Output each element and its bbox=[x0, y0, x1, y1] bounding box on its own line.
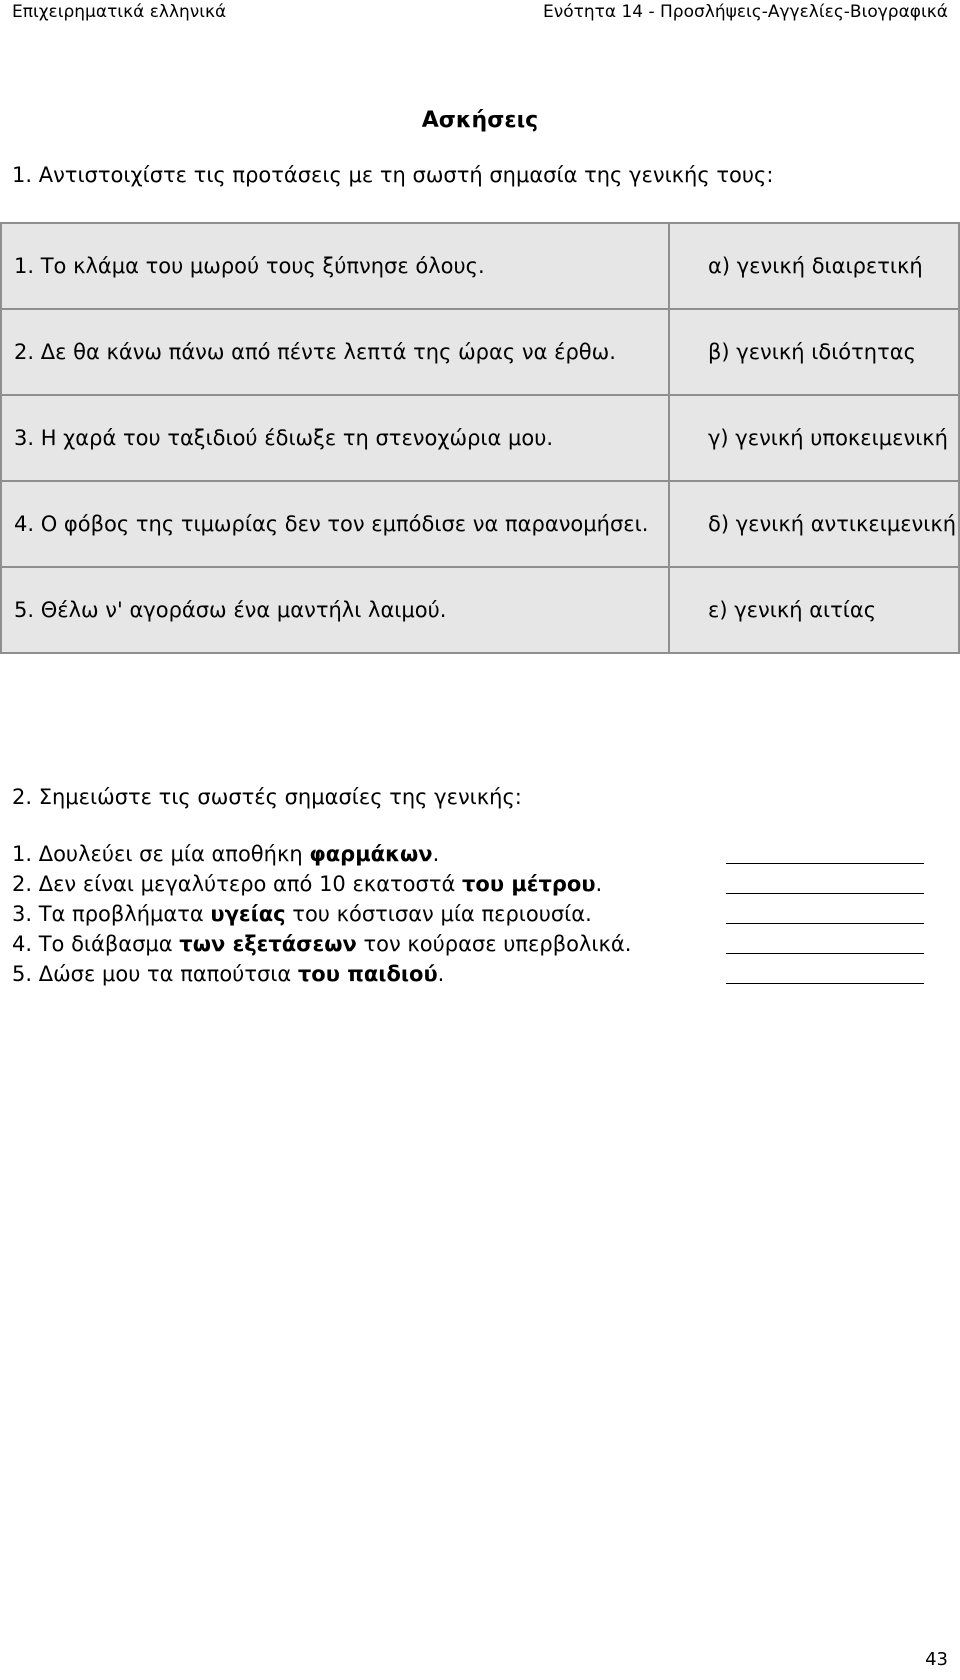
sentence-cell: 4. Ο φόβος της τιμωρίας δεν τον εμπόδισε να παρανομήσει. bbox=[1, 481, 669, 567]
list-item bbox=[12, 899, 952, 929]
sentence-cell: 2. Δε θα κάνω πάνω από πέντε λεπτά της ώρας να έρθω. bbox=[1, 309, 669, 395]
sentence-cell: 1. Το κλάμα του μωρού τους ξύπνησε όλους. bbox=[1, 223, 669, 309]
page-title: Ασκήσεις bbox=[421, 108, 539, 133]
meaning-cell: ε) γενική αιτίας bbox=[669, 567, 959, 653]
answer-blank[interactable] bbox=[726, 893, 924, 894]
item-text: του κόστισαν μία περιουσία. bbox=[285, 902, 592, 926]
item-bold-text: φαρμάκων bbox=[309, 842, 433, 866]
item-text: . bbox=[432, 842, 440, 866]
exercise2-list bbox=[12, 839, 952, 989]
item-bold-text: υγείας bbox=[210, 902, 286, 926]
list-item bbox=[12, 959, 952, 989]
item-bold-text: του μέτρου bbox=[462, 872, 596, 896]
sentence-cell: 3. Η χαρά του ταξιδιού έδιωξε τη στενοχώρια μου. bbox=[1, 395, 669, 481]
answer-blank[interactable] bbox=[726, 953, 924, 954]
matching-table bbox=[0, 222, 960, 654]
item-text: 3. Τα προβλήματα bbox=[12, 902, 211, 926]
item-text: τον κούρασε υπερβολικά. bbox=[356, 932, 632, 956]
answer-blank[interactable] bbox=[726, 983, 924, 984]
sentence-cell: 5. Θέλω ν' αγοράσω ένα μαντήλι λαιμού. bbox=[1, 567, 669, 653]
item-text: . bbox=[437, 962, 445, 986]
item-text: 5. Δώσε μου τα παπούτσια bbox=[12, 962, 298, 986]
list-item bbox=[12, 869, 952, 899]
item-bold-text: των εξετάσεων bbox=[179, 932, 357, 956]
item-text: 1. Δουλεύει σε μία αποθήκη bbox=[12, 842, 310, 866]
list-item bbox=[12, 929, 952, 959]
table-row bbox=[1, 395, 959, 481]
table-row bbox=[1, 309, 959, 395]
item-text: 4. Το διάβασμα bbox=[12, 932, 180, 956]
meaning-cell: δ) γενική αντικειμενική bbox=[669, 481, 959, 567]
item-bold-text: του παιδιού bbox=[297, 962, 438, 986]
meaning-cell: γ) γενική υποκειμενική bbox=[669, 395, 959, 481]
answer-blank[interactable] bbox=[726, 863, 924, 864]
item-text: 2. Δεν είναι μεγαλύτερο από 10 εκατοστά bbox=[12, 872, 462, 896]
table-row bbox=[1, 223, 959, 309]
table-row bbox=[1, 567, 959, 653]
page-number: 43 bbox=[925, 1649, 948, 1670]
list-item bbox=[12, 839, 952, 869]
header-right: Ενότητα 14 - Προσλήψεις-Αγγελίες-Βιογραφικά bbox=[542, 2, 948, 22]
item-text: . bbox=[595, 872, 603, 896]
header-left: Επιχειρηματικά ελληνικά bbox=[12, 2, 227, 22]
answer-blank[interactable] bbox=[726, 923, 924, 924]
exercise1-instruction: 1. Αντιστοιχίστε τις προτάσεις με τη σωστή σημασία της γενικής τους: bbox=[12, 163, 774, 187]
table-row bbox=[1, 481, 959, 567]
meaning-cell: α) γενική διαιρετική bbox=[669, 223, 959, 309]
meaning-cell: β) γενική ιδιότητας bbox=[669, 309, 959, 395]
exercise2-instruction: 2. Σημειώστε τις σωστές σημασίες της γενικής: bbox=[12, 785, 522, 809]
